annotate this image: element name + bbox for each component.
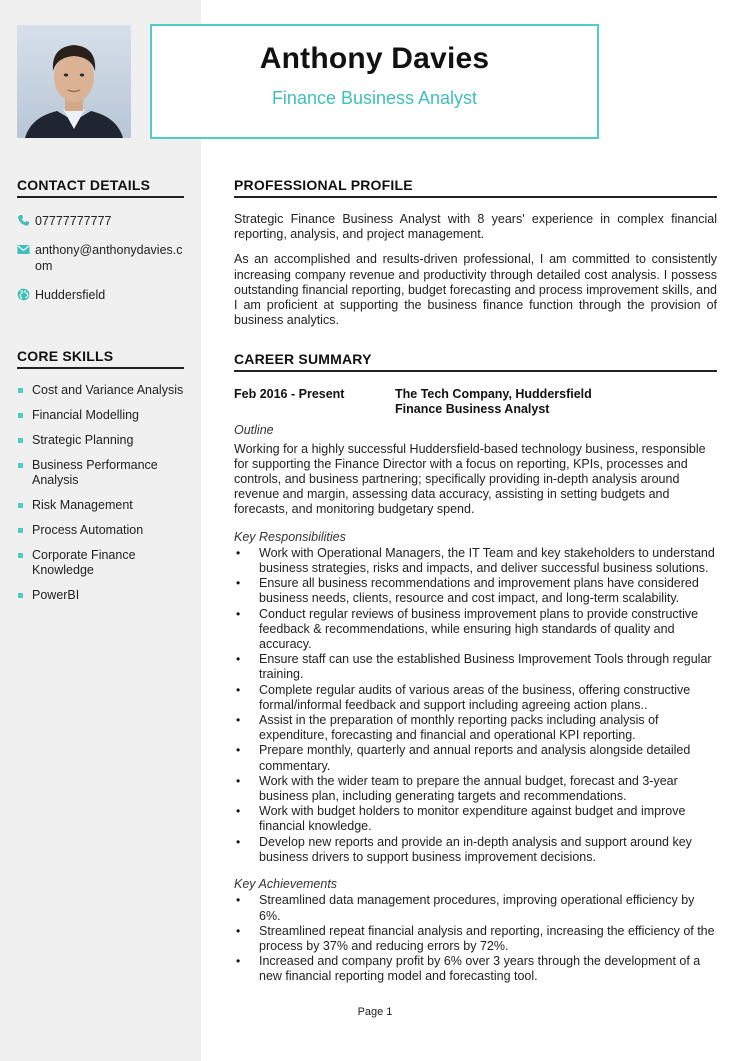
profile-paragraph: Strategic Finance Business Analyst with 8 years' experience in complex financial reporting, analysis, and project management. [234,212,717,242]
skill-text: Corporate Finance Knowledge [32,548,136,577]
list-item: • Complete regular audits of various areas of the business, offering constructive formal/informal feedback and support including agreeing action plans.. [234,683,717,713]
list-item: • Assist in the preparation of monthly reporting packs including analysis of expenditure, forecasting and financial and operational KPI reporting. [234,713,717,743]
email-icon [17,243,30,256]
outline-label: Outline [234,423,274,438]
skill-text: Financial Modelling [32,408,140,422]
email-text: anthony@anthonydavies.com [35,243,183,273]
candidate-role: Finance Business Analyst [271,88,478,108]
job-header [234,387,717,417]
contact-location [17,287,184,303]
location-text: Huddersfield [35,288,106,302]
list-item: • Work with the wider team to prepare the annual budget, forecast and 3-year business plan, including generating targets and recommendations. [234,774,717,804]
list-item: • Ensure all business recommendations and improvement plans have considered business needs, clients, resource and cost impact, and long-term scalability. [234,576,717,606]
job-dates: Feb 2016 - Present [234,387,345,401]
skill-text: PowerBI [32,588,80,602]
contact-section [17,177,184,303]
list-item: • Develop new reports and provide an in-depth analysis and support around key business drivers to support business improvement decisions. [234,835,717,865]
skill-text: Process Automation [32,523,144,537]
contact-email [17,242,184,274]
outline-text: Working for a highly successful Huddersfield-based technology business, responsible for supporting the Finance Director with a focus on reporting, KPIs, processes and controls, and business partnering; specifically providing in-depth analysis around revenue and margin, assessing data accuracy, assisting in setting budgets and forecasts, and monitoring budgetary spend. [234,441,706,517]
skill-item [17,458,184,488]
list-item: • Prepare monthly, quarterly and annual reports and analysis alongside detailed commentary. [234,743,717,773]
achievements-list [234,893,717,984]
phone-icon [17,214,30,227]
skills-section [17,348,184,603]
list-item: • Conduct regular reviews of business improvement plans to provide constructive feedback & recommendations, while ensuring high standards of quality and accuracy. [234,607,717,653]
job-employer [395,387,592,417]
responsibilities-list [234,546,717,865]
page-number: Page 1 [357,1006,393,1018]
skill-item [17,383,184,398]
skill-bullet [18,503,23,508]
skill-item [17,588,184,603]
profile-heading: PROFESSIONAL PROFILE [234,177,717,198]
skill-bullet [18,593,23,598]
list-item: • Streamlined repeat financial analysis and reporting, increasing the efficiency of the process by 37% and reducing errors by 72%. [234,924,717,954]
skill-bullet [18,388,23,393]
skill-bullet [18,413,23,418]
name-header-box [150,24,599,139]
skill-text: Cost and Variance Analysis [32,383,184,397]
skill-text: Risk Management [32,498,133,512]
skill-text: Business Performance Analysis [32,458,158,487]
skill-item [17,408,184,423]
list-item: • Work with budget holders to monitor expenditure against budget and improve financial knowledge. [234,804,717,834]
career-heading: CAREER SUMMARY [234,351,717,372]
skill-item [17,433,184,448]
globe-icon [17,288,30,301]
candidate-name: Anthony Davies [259,42,490,75]
profile-paragraph: As an accomplished and results-driven professional, I am committed to consistently increasing company revenue and productivity through detailed cost analysis. I possess outstanding financial reporting, budget forecasting and process improvement skills, and I am proficient at supporting the business finance function through the provision of business analytics. [234,252,717,328]
contact-phone [17,213,184,229]
job-company: The Tech Company, Huddersfield [395,387,592,401]
job-title: Finance Business Analyst [395,402,550,417]
skill-bullet [18,528,23,533]
contact-heading: CONTACT DETAILS [17,177,184,198]
skill-bullet [18,553,23,558]
list-item: • Ensure staff can use the established Business Improvement Tools through regular training. [234,652,717,682]
skill-item [17,548,184,578]
skill-bullet [18,438,23,443]
skill-bullet [18,463,23,468]
phone-text: 07777777777 [35,214,112,228]
profile-section [234,177,717,328]
skills-heading: CORE SKILLS [17,348,184,369]
list-item: • Increased and company profit by 6% over 3 years through the development of a new financial reporting model and forecasting tool. [234,954,717,984]
list-item: • Streamlined data management procedures, improving operational efficiency by 6%. [234,893,717,923]
list-item: • Work with Operational Managers, the IT Team and key stakeholders to understand business strategies, risks and impacts, and deliver successful business solutions. [234,546,717,576]
responsibilities-label: Key Responsibilities [234,529,346,544]
profile-photo [17,25,131,138]
achievements-label: Key Achievements [234,877,338,892]
skill-item [17,498,184,513]
skill-text: Strategic Planning [32,433,134,447]
career-section [234,351,717,985]
skill-item [17,523,184,538]
